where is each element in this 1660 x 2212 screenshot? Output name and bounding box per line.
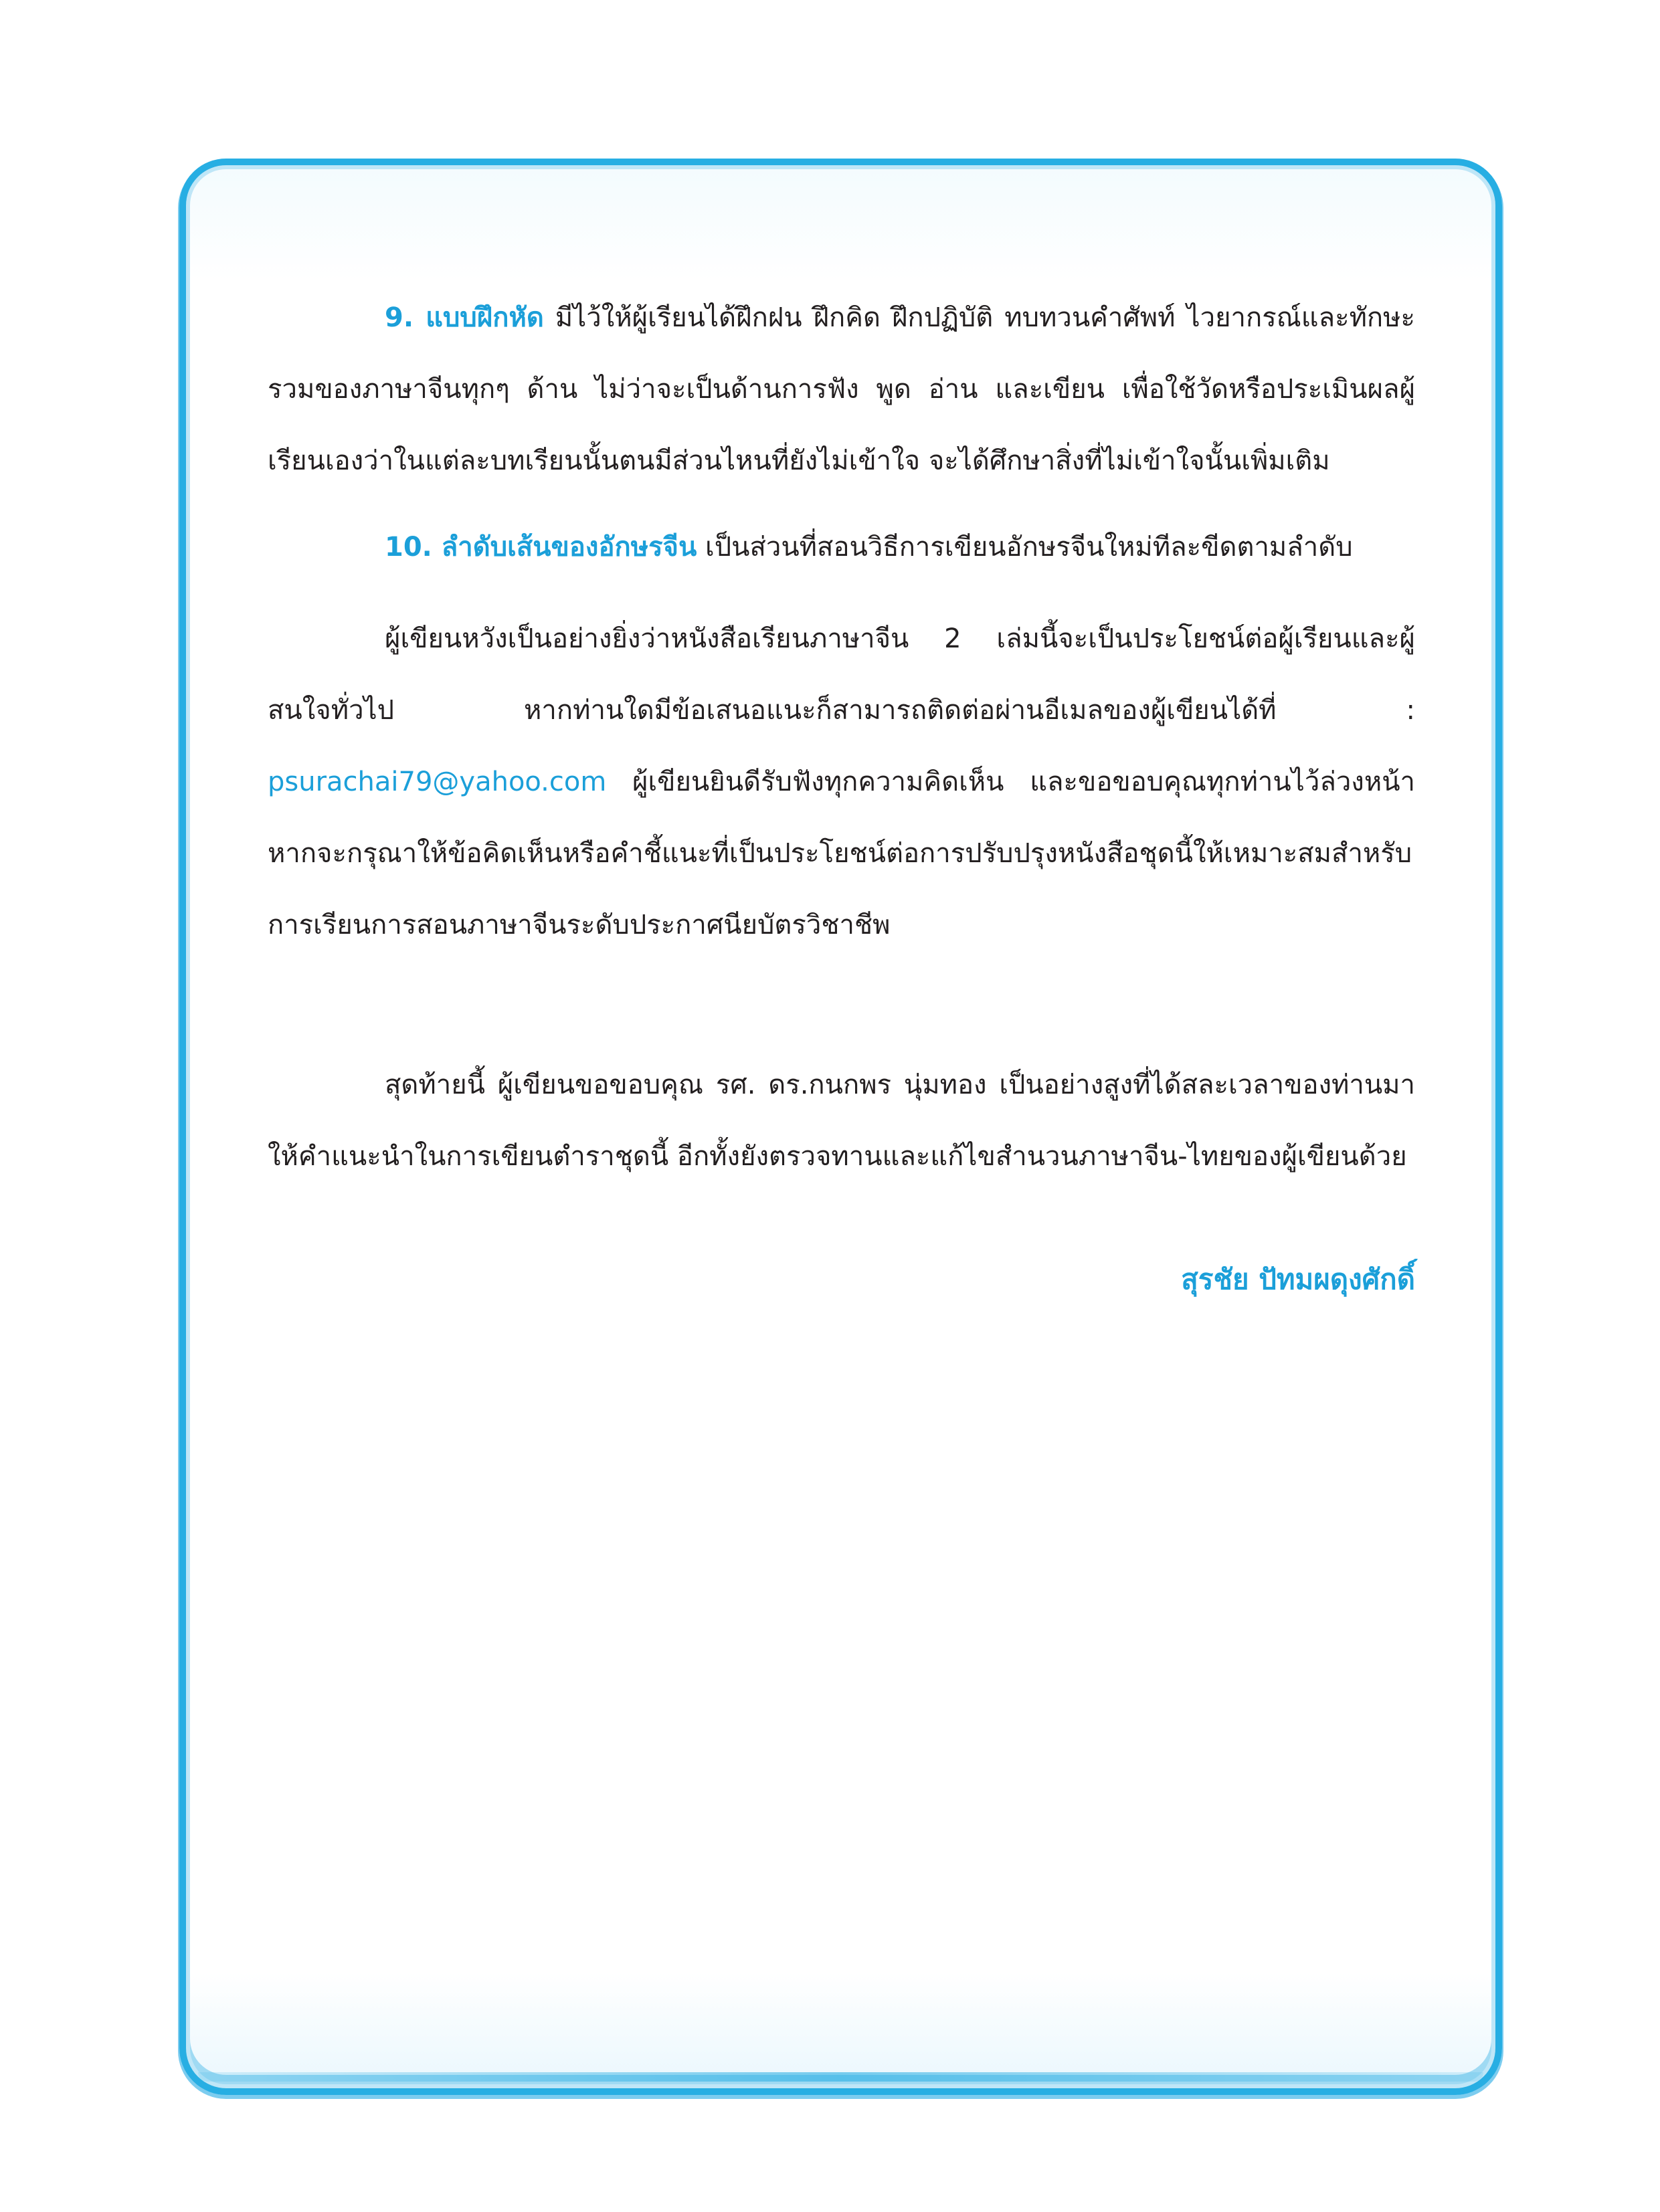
item-9-heading: 9. แบบฝึกหัด: [385, 302, 544, 333]
hope-paragraph: [268, 603, 1415, 961]
item-10-paragraph: [268, 512, 1415, 583]
hope-text-before-email: ผู้เขียนหวังเป็นอย่างยิ่งว่าหนังสือเรียนภาษาจีน 2 เล่มนี้จะเป็นประโยชน์ต่อผู้เรียนและผู้สนใจทั่วไป หากท่านใดมีข้อเสนอแนะก็สามารถติดต่อผ่านอีเมลของผู้เขียนได้ที่ :: [268, 623, 1415, 726]
item-9-paragraph: [268, 282, 1415, 497]
preface-content: [268, 282, 1415, 1300]
author-email-link[interactable]: psurachai79@yahoo.com: [268, 767, 607, 797]
author-signature: สุรชัย ปัทมผดุงศักดิ์: [1181, 1263, 1415, 1296]
item-10-heading: 10. ลำดับเส้นของอักษรจีน: [385, 532, 697, 563]
thanks-paragraph: สุดท้ายนี้ ผู้เขียนขอขอบคุณ รศ. ดร.กนกพร นุ่มทอง เป็นอย่างสูงที่ได้สละเวลาของท่านมาให้คำแนะนำในการเขียนตำราชุดนี้ อีกทั้งยังตรวจทานและแก้ไขสำนวนภาษาจีน-ไทยของผู้เขียนด้วย: [268, 1070, 1415, 1172]
hope-text-after-email: ผู้เขียนยินดีรับฟังทุกความคิดเห็น และขอขอบคุณทุกท่านไว้ล่วงหน้า หากจะกรุณาให้ข้อคิดเห็นหรือคำชี้แนะที่เป็นประโยชน์ต่อการปรับปรุงหนังสือชุดนี้ให้เหมาะสมสำหรับการเรียนการสอนภาษาจีนระดับประกาศนียบัตรวิชาชีพ: [268, 767, 1415, 940]
item-10-body: เป็นส่วนที่สอนวิธีการเขียนอักษรจีนใหม่ทีละขีดตามลำดับ: [697, 532, 1353, 563]
item-9-body: มีไว้ให้ผู้เรียนได้ฝึกฝน ฝึกคิด ฝึกปฏิบัติ ทบทวนคำศัพท์ ไวยากรณ์และทักษะรวมของภาษาจีนทุกๆ ด้าน ไม่ว่าจะเป็นด้านการฟัง พูด อ่าน และเขียน เพื่อใช้วัดหรือประเมินผลผู้เรียนเองว่าในแต่ละบทเรียนนั้นตนมีส่วนไหนที่ยังไม่เข้าใจ จะได้ศึกษาสิ่งที่ไม่เข้าใจนั้นเพิ่มเติม: [268, 302, 1416, 476]
